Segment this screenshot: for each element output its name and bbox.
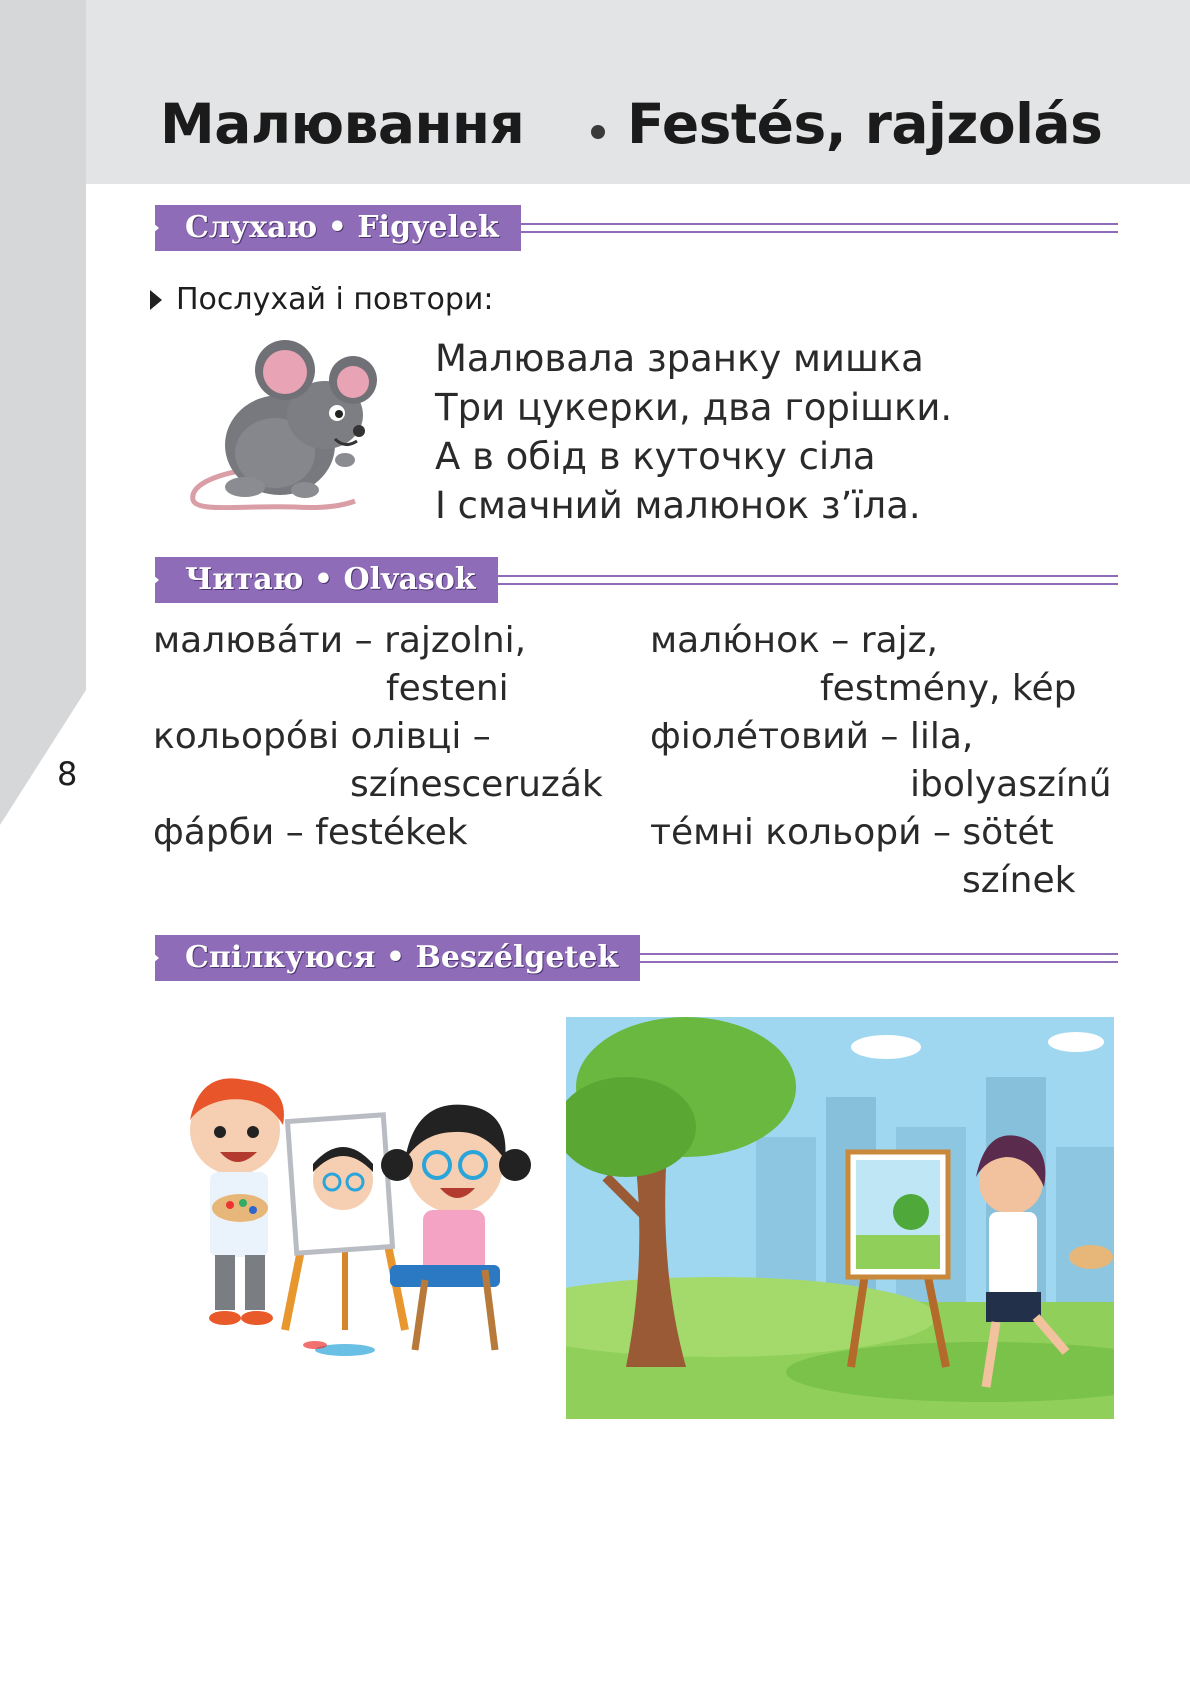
section-lines [628,951,1118,965]
section-lines [520,221,1118,235]
vocab-right-3: те́мні кольори́ – sötét [650,812,1054,853]
section-header-listen [155,205,1118,251]
park-painting-illustration [566,1017,1114,1419]
section-tab-read [155,557,498,603]
section-lines [492,573,1118,587]
poem-line: Малювала зранку мишка [435,337,924,380]
poem-line: А в обід в куточку сіла [435,435,876,478]
section-header-read [155,557,1118,603]
instruction [150,282,494,317]
vocab-right-1-cont: festmény, kép [820,668,1077,709]
mouse-illustration [185,335,385,515]
section-label-read: Читаю • Olvasok [185,562,476,597]
poem-line: Три цукерки, два горішки. [435,386,953,429]
section-tab-listen [155,205,521,251]
chevron-right-icon [147,948,159,968]
children-painting-illustration [165,1060,545,1360]
instruction-text: Послухай і повтори: [176,282,494,317]
vocab-right-2: фіоле́товий – lila, [650,716,974,757]
vocab-right-3-cont: színek [962,860,1076,901]
chevron-right-icon [147,570,159,590]
vocab-right-1: малю́нок – rajz, [650,620,938,661]
play-arrow-icon [150,290,162,310]
poem [435,334,952,530]
chevron-right-icon [147,218,159,238]
vocab-left-3: фа́рби – festékek [153,812,468,853]
page-title-hungarian: Festés, rajzolás [627,92,1103,156]
poem-line: І смачний малюнок з’їла. [435,484,921,527]
section-label-listen: Слухаю • Figyelek [185,210,499,245]
vocab-left-2-cont: színesceruzák [350,764,603,805]
vocab-left-1: малюва́ти – rajzolni, [153,620,527,661]
section-label-talk: Спілкуюся • Beszélgetek [185,940,619,975]
title-separator-bullet [591,125,605,139]
section-header-talk [155,935,1118,981]
page-number: 8 [57,755,78,793]
vocab-right-2-cont: ibolyaszínű [910,764,1112,805]
vocab-left-2: кольоро́ві олівці – [153,716,491,757]
side-bar [0,0,86,825]
page-title-ukrainian: Малювання [160,92,525,156]
vocab-left-1-cont: festeni [386,668,509,709]
section-tab-talk [155,935,640,981]
